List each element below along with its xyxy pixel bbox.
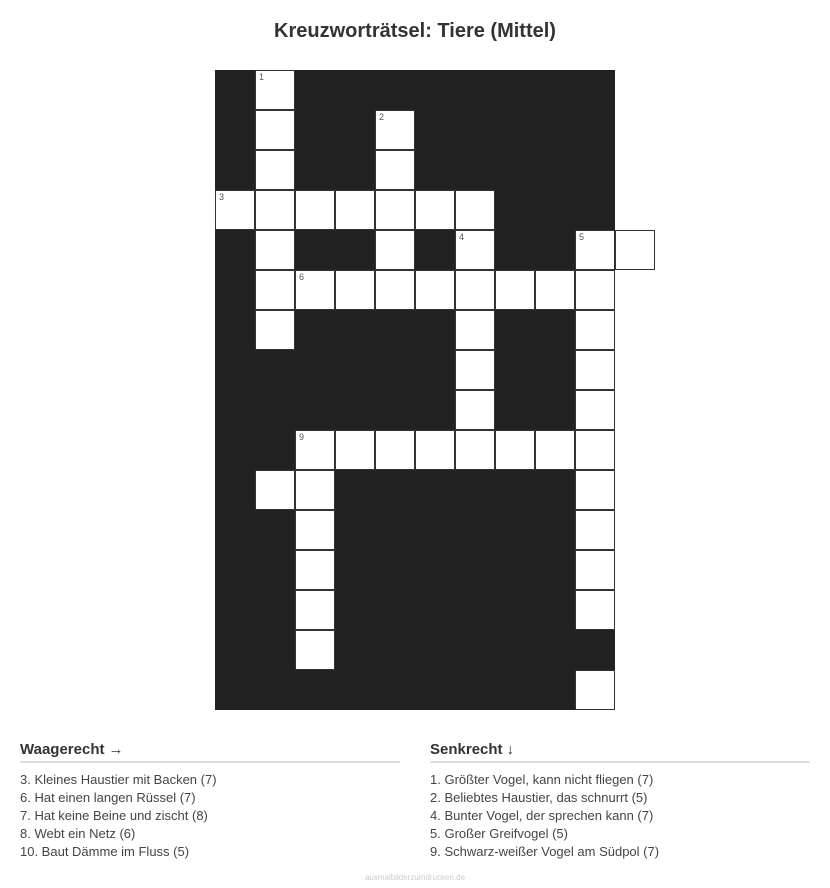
grid-cell[interactable] <box>575 590 615 630</box>
clue-number: 5 <box>579 232 585 242</box>
grid-cell[interactable] <box>255 310 295 350</box>
grid-cell[interactable] <box>255 470 295 510</box>
grid-cell[interactable] <box>415 190 455 230</box>
down-clues-section <box>430 740 810 861</box>
grid-cell[interactable] <box>255 230 295 270</box>
grid-cell[interactable] <box>455 270 495 310</box>
grid-cell[interactable] <box>535 270 575 310</box>
grid-cell[interactable] <box>295 630 335 670</box>
grid-cell[interactable] <box>295 270 335 310</box>
grid-cell[interactable] <box>295 510 335 550</box>
grid-cell[interactable] <box>455 430 495 470</box>
grid-cell[interactable] <box>575 670 615 710</box>
across-heading <box>20 740 400 763</box>
grid-cell[interactable] <box>295 590 335 630</box>
down-clue-9: 9. Schwarz-weißer Vogel am Südpol (7) <box>430 844 660 859</box>
grid-cell[interactable] <box>375 270 415 310</box>
down-clue-5: 5. Großer Greifvogel (5) <box>430 826 568 841</box>
grid-cell[interactable] <box>415 270 455 310</box>
grid-cell[interactable] <box>255 70 295 110</box>
across-clue-7: 7. Hat keine Beine und zischt (8) <box>20 808 208 823</box>
down-heading <box>430 740 810 763</box>
grid-cell[interactable] <box>575 390 615 430</box>
grid-cell[interactable] <box>495 270 535 310</box>
clue-number: 9 <box>299 432 305 442</box>
grid-cell[interactable] <box>575 350 615 390</box>
across-clue-3: 3. Kleines Haustier mit Backen (7) <box>20 772 217 787</box>
across-heading-label: Waagerecht <box>20 741 105 758</box>
grid-cell[interactable] <box>455 390 495 430</box>
grid-cell[interactable] <box>255 190 295 230</box>
grid-cell[interactable] <box>375 230 415 270</box>
crossword-grid <box>215 70 615 710</box>
down-heading-label: Senkrecht <box>430 741 503 758</box>
grid-cell[interactable] <box>295 550 335 590</box>
down-clue-1: 1. Größter Vogel, kann nicht fliegen (7) <box>430 772 654 787</box>
down-arrow-icon: ↓ <box>506 741 515 758</box>
grid-cell[interactable] <box>375 430 415 470</box>
grid-cell[interactable] <box>575 470 615 510</box>
grid-cell[interactable] <box>455 190 495 230</box>
grid-cell[interactable] <box>455 350 495 390</box>
across-clue-6: 6. Hat einen langen Rüssel (7) <box>20 790 196 805</box>
clue-number: 4 <box>459 232 465 242</box>
grid-cell[interactable] <box>415 430 455 470</box>
grid-cell[interactable] <box>375 110 415 150</box>
across-clue-10: 10. Baut Dämme im Fluss (5) <box>20 844 190 859</box>
grid-cell[interactable] <box>375 190 415 230</box>
page-title: Kreuzworträtsel: Tiere (Mittel) <box>274 20 556 42</box>
grid-cell[interactable] <box>375 150 415 190</box>
grid-cell[interactable] <box>455 230 495 270</box>
grid-cell[interactable] <box>255 110 295 150</box>
grid-cell[interactable] <box>575 430 615 470</box>
grid-cell[interactable] <box>455 310 495 350</box>
grid-cell[interactable] <box>495 430 535 470</box>
across-clue-8: 8. Webt ein Netz (6) <box>20 826 136 841</box>
grid-cell[interactable] <box>535 430 575 470</box>
grid-cell[interactable] <box>335 190 375 230</box>
grid-cell[interactable] <box>575 310 615 350</box>
grid-cell[interactable] <box>215 190 255 230</box>
clue-number: 1 <box>259 72 265 82</box>
grid-cell[interactable] <box>255 150 295 190</box>
clue-number: 3 <box>219 192 225 202</box>
grid-cell[interactable] <box>575 550 615 590</box>
footer-credit: ausmalbilderzumdrucken.de <box>364 873 466 882</box>
grid-cell[interactable] <box>295 470 335 510</box>
clue-number: 6 <box>299 272 305 282</box>
grid-cell[interactable] <box>295 430 335 470</box>
grid-cell[interactable] <box>335 430 375 470</box>
grid-cell[interactable] <box>575 510 615 550</box>
across-clues-section <box>20 740 400 861</box>
down-clue-2: 2. Beliebtes Haustier, das schnurrt (5) <box>430 790 648 805</box>
grid-cell[interactable] <box>255 270 295 310</box>
clue-number: 2 <box>379 112 385 122</box>
grid-cell[interactable] <box>295 190 335 230</box>
grid-cell[interactable] <box>575 230 615 270</box>
grid-cell[interactable] <box>615 230 655 270</box>
right-arrow-icon: → <box>108 741 124 758</box>
grid-cell[interactable] <box>575 270 615 310</box>
down-clue-4: 4. Bunter Vogel, der sprechen kann (7) <box>430 808 654 823</box>
grid-cell[interactable] <box>335 270 375 310</box>
